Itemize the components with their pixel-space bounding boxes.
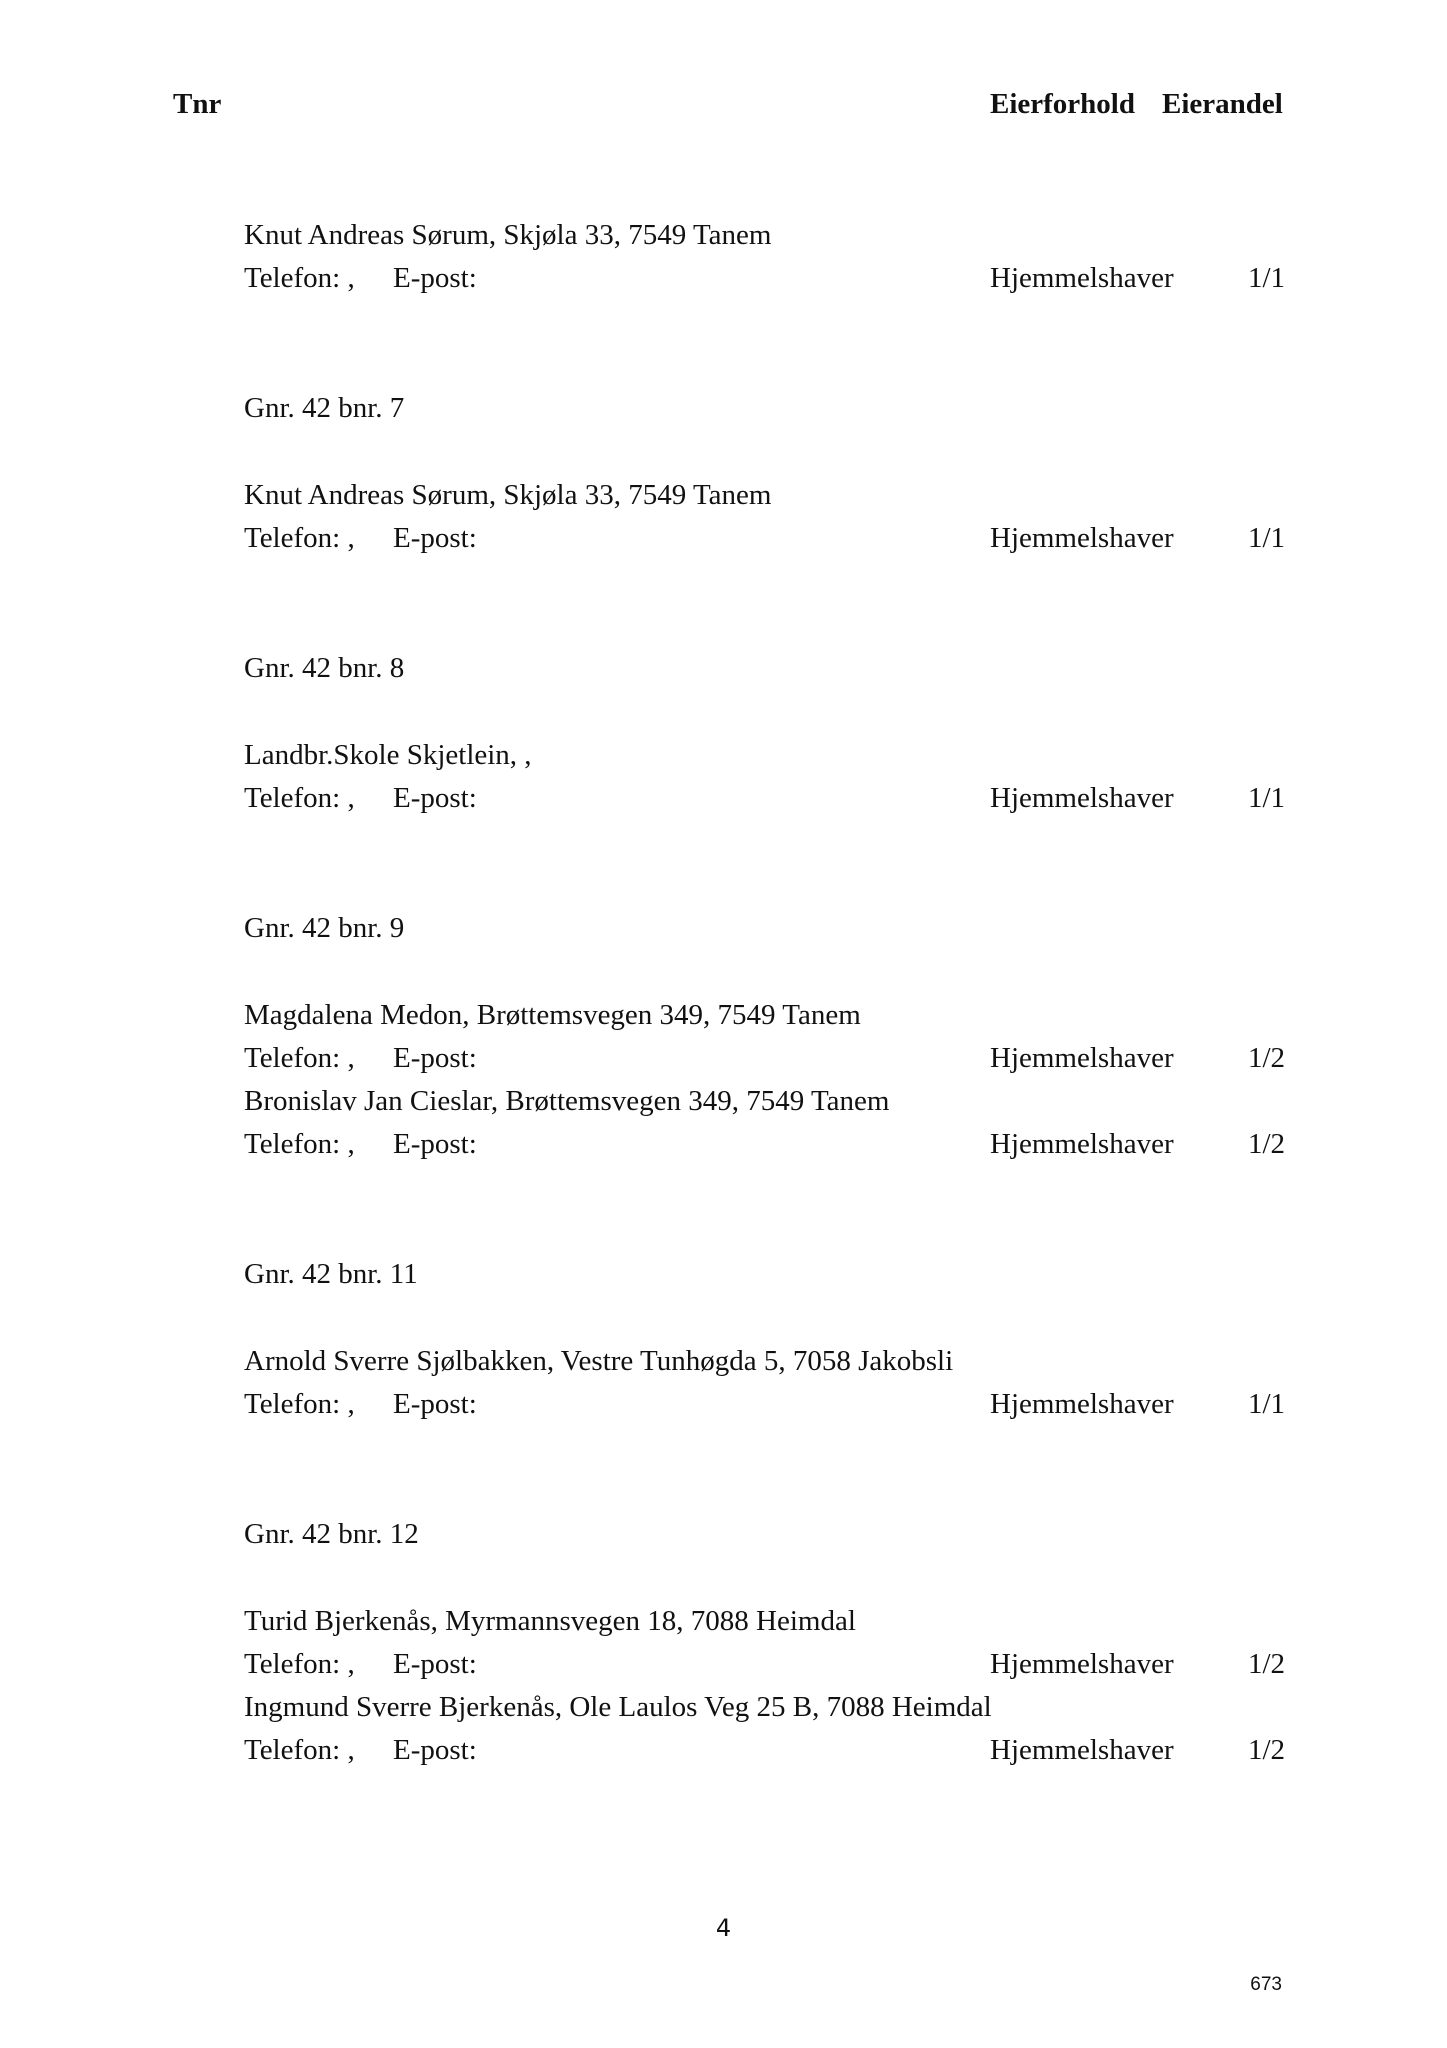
ownership-share: 1/1 xyxy=(1247,522,1285,554)
owner-name: Arnold Sverre Sjølbakken, Vestre Tunhøgda 5, 7058 Jakobsli xyxy=(244,1345,954,1377)
epost-label: E-post: xyxy=(393,522,477,554)
epost-label: E-post: xyxy=(393,262,477,294)
ownership-share: 1/2 xyxy=(1247,1734,1285,1766)
ownership-role: Hjemmelshaver xyxy=(990,1128,1174,1160)
ownership-share: 1/2 xyxy=(1247,1648,1285,1680)
document-stamp-number: 673 xyxy=(1250,1974,1282,1995)
owner-name: Turid Bjerkenås, Myrmannsvegen 18, 7088 Heimdal xyxy=(244,1605,856,1637)
ownership-role: Hjemmelshaver xyxy=(990,1648,1174,1680)
property-label: Gnr. 42 bnr. 7 xyxy=(244,392,405,424)
owner-name: Knut Andreas Sørum, Skjøla 33, 7549 Tanem xyxy=(244,479,772,511)
ownership-role: Hjemmelshaver xyxy=(990,1388,1174,1420)
telefon-label: Telefon: , xyxy=(244,782,355,814)
telefon-label: Telefon: , xyxy=(244,1648,355,1680)
ownership-share: 1/1 xyxy=(1247,262,1285,294)
ownership-share: 1/1 xyxy=(1247,1388,1285,1420)
property-label: Gnr. 42 bnr. 9 xyxy=(244,912,405,944)
owner-name: Magdalena Medon, Brøttemsvegen 349, 7549 Tanem xyxy=(244,999,861,1031)
epost-label: E-post: xyxy=(393,1734,477,1766)
owner-name: Landbr.Skole Skjetlein, , xyxy=(244,739,532,771)
owner-name: Knut Andreas Sørum, Skjøla 33, 7549 Tanem xyxy=(244,219,772,251)
ownership-role: Hjemmelshaver xyxy=(990,1734,1174,1766)
epost-label: E-post: xyxy=(393,1042,477,1074)
ownership-share: 1/2 xyxy=(1247,1128,1285,1160)
telefon-label: Telefon: , xyxy=(244,1388,355,1420)
telefon-label: Telefon: , xyxy=(244,262,355,294)
ownership-share: 1/2 xyxy=(1247,1042,1285,1074)
property-label: Gnr. 42 bnr. 11 xyxy=(244,1258,418,1290)
telefon-label: Telefon: , xyxy=(244,522,355,554)
header-eierandel: Eierandel xyxy=(1162,88,1283,120)
ownership-role: Hjemmelshaver xyxy=(990,1042,1174,1074)
epost-label: E-post: xyxy=(393,1388,477,1420)
header-tnr: Tnr xyxy=(173,88,222,120)
telefon-label: Telefon: , xyxy=(244,1734,355,1766)
epost-label: E-post: xyxy=(393,782,477,814)
epost-label: E-post: xyxy=(393,1128,477,1160)
ownership-role: Hjemmelshaver xyxy=(990,782,1174,814)
epost-label: E-post: xyxy=(393,1648,477,1680)
ownership-share: 1/1 xyxy=(1247,782,1285,814)
property-label: Gnr. 42 bnr. 12 xyxy=(244,1518,419,1550)
telefon-label: Telefon: , xyxy=(244,1042,355,1074)
page-number: 4 xyxy=(715,1914,732,1942)
property-label: Gnr. 42 bnr. 8 xyxy=(244,652,405,684)
owner-name: Ingmund Sverre Bjerkenås, Ole Laulos Veg 25 B, 7088 Heimdal xyxy=(244,1691,992,1723)
telefon-label: Telefon: , xyxy=(244,1128,355,1160)
ownership-role: Hjemmelshaver xyxy=(990,262,1174,294)
owner-name: Bronislav Jan Cieslar, Brøttemsvegen 349, 7549 Tanem xyxy=(244,1085,890,1117)
header-eierforhold: Eierforhold xyxy=(990,88,1135,120)
ownership-role: Hjemmelshaver xyxy=(990,522,1174,554)
